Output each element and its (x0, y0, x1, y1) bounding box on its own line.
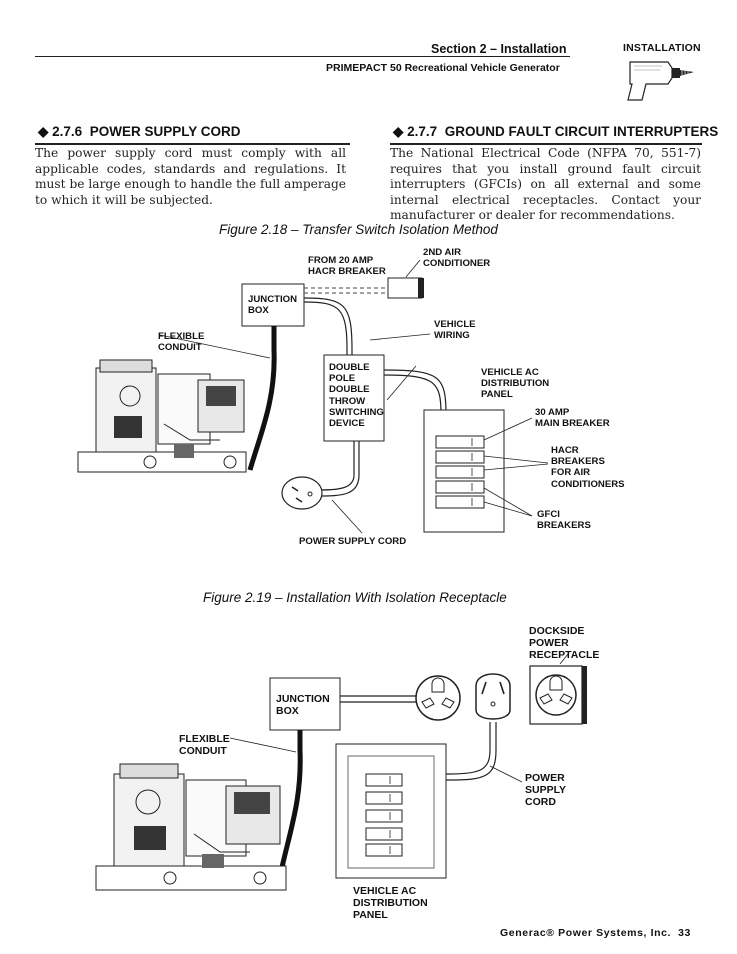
label-power-supply-cord: POWER SUPPLY CORD (525, 772, 567, 808)
isolation-receptacle (416, 676, 460, 720)
diamond-bullet-icon: ◆ (38, 124, 49, 139)
generator-illustration (96, 764, 286, 890)
label-30-amp-main-breaker: 30 AMP MAIN BREAKER (535, 407, 610, 430)
generator-illustration (78, 360, 246, 472)
power-cord-plug (476, 674, 510, 719)
drill-icon (612, 56, 702, 106)
label-hacr-breakers: HACR BREAKERS FOR AIR CONDITIONERS (551, 445, 625, 490)
label-power-supply-cord: POWER SUPPLY CORD (299, 536, 407, 547)
label-vehicle-ac-panel: VEHICLE AC DISTRIBUTION PANEL (353, 885, 428, 921)
label-junction-box: JUNCTION BOX (248, 294, 298, 317)
label-vehicle-wiring: VEHICLE WIRING (434, 319, 476, 342)
label-dockside-receptacle: DOCKSIDE POWER RECEPTACLE (529, 625, 600, 661)
label-junction-box: JUNCTION BOX (276, 693, 330, 717)
label-dpdt-device: DOUBLE POLE DOUBLE THROW SWITCHING DEVICE (329, 362, 384, 430)
section-number: 2.7.7 (407, 124, 438, 139)
section-heading-power-supply-cord (38, 124, 240, 140)
section-body-power-supply-cord: The power supply cord must comply with all applicable codes, standards and regulations. It must be large enough to handle the full amperage to which it will be subjected. (35, 146, 346, 207)
power-plug (282, 477, 322, 509)
label-vehicle-ac-panel: VEHICLE AC DISTRIBUTION PANEL (481, 367, 550, 401)
label-2nd-air-conditioner: 2ND AIR CONDITIONER (423, 247, 491, 270)
diamond-bullet-icon: ◆ (393, 124, 404, 139)
section-number: 2.7.6 (52, 124, 83, 139)
label-flexible-conduit: FLEXIBLE CONDUIT (179, 733, 230, 757)
section-title: GROUND FAULT CIRCUIT INTERRUPTERS (444, 124, 719, 139)
dockside-receptacle (536, 675, 576, 715)
header-rule (35, 56, 570, 57)
header-manual-title: PRIMEPACT 50 Recreational Vehicle Generator (326, 62, 560, 74)
footer-company: Generac® Power Systems, Inc. (500, 927, 672, 939)
section-heading-gfci (393, 124, 718, 140)
section-title: POWER SUPPLY CORD (89, 124, 241, 139)
header-section: Section 2 – Installation (431, 42, 567, 56)
label-from-20-amp: FROM 20 AMP HACR BREAKER (308, 255, 386, 278)
figure-2-18-caption: Figure 2.18 – Transfer Switch Isolation Method (219, 222, 498, 237)
installation-tab-label: INSTALLATION (623, 42, 701, 54)
figure-2-19-caption: Figure 2.19 – Installation With Isolation Receptacle (203, 590, 507, 605)
section-rule (35, 143, 350, 145)
section-body-gfci: The National Electrical Code (NFPA 70, 551-7) requires that you install ground fault circuit interrupters (GFCIs) on all external and some internal electrical receptacles. Contact your manufacturer or dealer for recommendations. (390, 146, 701, 222)
air-conditioner-unit (388, 278, 422, 298)
label-flexible-conduit: FLEXIBLE CONDUIT (158, 331, 205, 354)
page-footer (500, 927, 691, 939)
label-gfci-breakers: GFCI BREAKERS (537, 509, 591, 532)
footer-page-number: 33 (678, 927, 691, 939)
section-rule (390, 143, 702, 145)
